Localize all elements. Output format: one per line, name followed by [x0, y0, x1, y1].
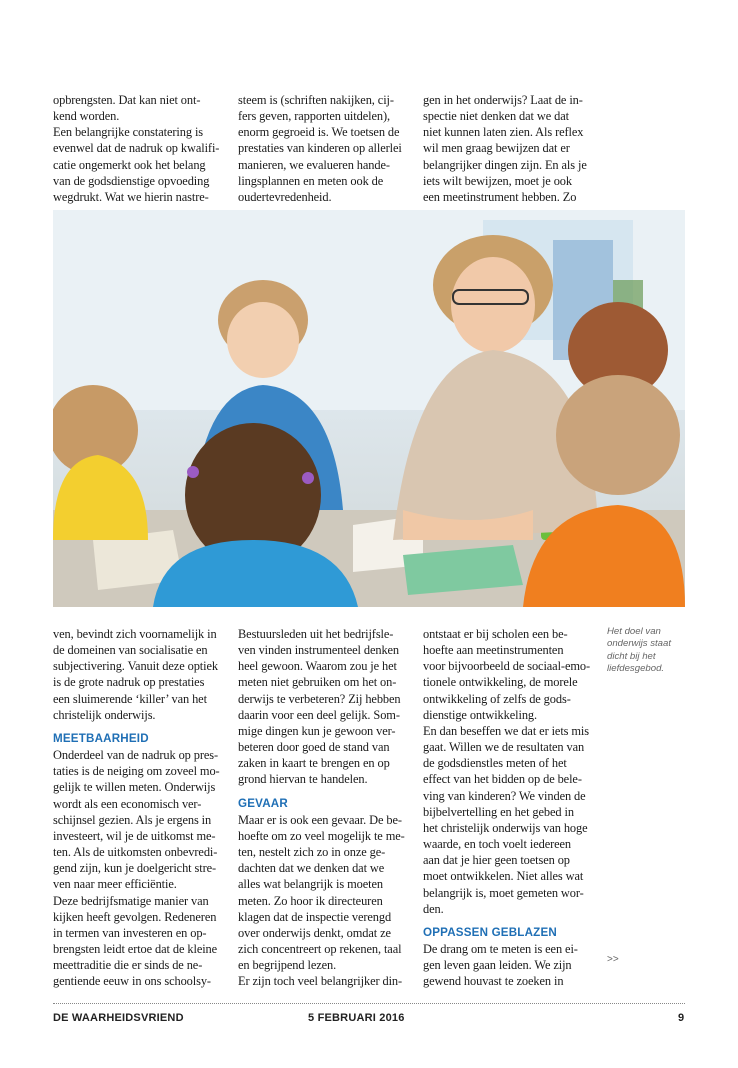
text-line: gaat. Willen we de resultaten van [423, 740, 585, 755]
sidenote-line: liefdesgebod. [607, 662, 665, 674]
footer-date: 5 FEBRUARI 2016 [308, 1012, 405, 1024]
text-line: Deze bedrijfsmatige manier van [53, 893, 209, 908]
text-line: ven naar meer efficiëntie. [53, 877, 177, 892]
text-line: Een belangrijke constatering is [53, 125, 204, 140]
text-line: schijnsel gezien. Als je ergens in [53, 812, 212, 827]
text-line: moet ontwikkelen. Niet alles wat [423, 869, 584, 884]
section-heading-meetbaarheid: MEETBAARHEID [53, 731, 149, 745]
text-line: spectie niet denken dat we dat [423, 109, 569, 124]
continue-marker: >> [607, 954, 619, 965]
text-line: brengsten leidt ertoe dat de kleine [53, 941, 218, 956]
text-line: een sluimerende ‘killer’ van het [53, 691, 207, 706]
text-line: over onderwijs denkt, omdat ze [238, 925, 391, 940]
text-line: gelijk te willen meten. Onderwijs [53, 780, 216, 795]
text-line: mige dingen kun je gewoon ver- [238, 723, 396, 738]
section-heading-oppassen-geblazen: OPPASSEN GEBLAZEN [423, 925, 557, 939]
text-line: gen leven gaan leiden. We zijn [423, 958, 572, 973]
bottom-column-2 [238, 626, 413, 989]
text-line: derwijs te verbeteren? Zij hebben [238, 691, 401, 706]
text-line: aan dat je hier geen toetsen op [423, 853, 570, 868]
text-line: taties is de neiging om zoveel mo- [53, 764, 220, 779]
sidenote-line: onderwijs staat [607, 638, 671, 650]
text-line: Onderdeel van de nadruk op pres- [53, 748, 219, 763]
text-line: waarde, en toch voelt iedereen [423, 837, 572, 852]
text-line: prestaties van kinderen op allerlei [238, 141, 402, 156]
teacher-with-children-illustration [53, 210, 685, 607]
text-line: voor bijvoorbeeld de sociaal-emo- [423, 659, 591, 674]
pull-quote-sidenote [607, 626, 697, 675]
text-line: iets wilt bewijzen, moet je ook [423, 173, 572, 188]
text-line: den. [423, 901, 444, 916]
text-line: meten niet gebruiken om het on- [238, 675, 397, 690]
text-line: Bestuursleden uit het bedrijfsle- [238, 627, 394, 641]
text-line: wordt als een economisch ver- [53, 796, 202, 811]
text-line: En dan beseffen we dat er iets mis [423, 723, 589, 738]
text-line: ontwikkeling of zelfs de gods- [423, 691, 571, 706]
text-line: van de godsdienstige opvoeding [53, 173, 210, 188]
text-line: manieren, we evalueren hande- [238, 157, 390, 172]
text-line: meettraditie die er sinds de ne- [53, 958, 203, 973]
text-line: opbrengsten. Dat kan niet ont- [53, 93, 201, 107]
text-line: zich concentreert op rekenen, taal [238, 941, 402, 956]
sidenote-line: Het doel van [607, 626, 661, 637]
bottom-column-3 [423, 626, 601, 989]
footer-publication: DE WAARHEIDSVRIEND [53, 1012, 184, 1024]
text-line: beteren door goed de stand van [238, 740, 390, 755]
text-line: wegdrukt. Wat we hierin nastre- [53, 189, 209, 204]
top-column-2 [238, 92, 408, 205]
text-line: alles wat belangrijk is moeten [238, 877, 383, 892]
text-line: ten. Als de uitkomsten onbevredi- [53, 845, 218, 860]
sidenote-line: dicht bij het [607, 650, 656, 662]
text-line: en begrijpend lezen. [238, 958, 337, 973]
text-line: bijbelvertelling en het gebed in [423, 804, 574, 819]
classroom-photo [53, 210, 685, 607]
footer-divider [53, 1003, 685, 1004]
text-line: in termen van investeren en op- [53, 925, 207, 940]
text-line: tionele ontwikkeling, de morele [423, 675, 578, 690]
text-line: gend zijn, kun je doelgericht stre- [53, 861, 217, 876]
text-line: ven, bevindt zich voornamelijk in [53, 627, 217, 641]
text-line: ten, nestelt zich zo in onze ge- [238, 845, 386, 860]
text-line: christelijk onderwijs. [53, 707, 156, 722]
text-line: de domeinen van socialisatie en [53, 643, 208, 658]
text-line: steem is (schriften nakijken, cij- [238, 93, 394, 107]
text-line: hoefte aan meetinstrumenten [423, 643, 564, 658]
text-line: evenwel dat de nadruk op kwalifi- [53, 141, 220, 156]
text-line: gentiende eeuw in ons schoolsy- [53, 974, 211, 989]
text-line: het christelijk onderwijs van hoge [423, 820, 588, 835]
bottom-column-1 [53, 626, 225, 989]
text-line: belangrijker dingen zijn. En als je [423, 157, 587, 172]
text-line: Maar er is ook een gevaar. De be- [238, 812, 402, 827]
text-line: enorm gegroeid is. We toetsen de [238, 125, 400, 140]
text-line: wil men graag bewijzen dat er [423, 141, 570, 156]
text-line: ontstaat er bij scholen een be- [423, 627, 568, 641]
text-line: gewend houvast te zoeken in [423, 974, 564, 989]
text-line: De drang om te meten is een ei- [423, 941, 578, 956]
text-line: ven vinden instrumenteel denken [238, 643, 400, 658]
text-line: belangrijk is, moet gemeten wor- [423, 885, 584, 900]
text-line: kend worden. [53, 109, 120, 124]
top-column-3 [423, 92, 598, 205]
text-line: dachten dat we denken dat we [238, 861, 385, 876]
top-column-1 [53, 92, 223, 205]
text-line: fers geven, rapporten uitdelen), [238, 109, 390, 124]
text-line: heel gewoon. Waarom zou je het [238, 659, 397, 674]
text-line: effect van het bidden op de bele- [423, 772, 582, 787]
text-line: lingsplannen en meten ook de [238, 173, 384, 188]
text-line: kijken heeft gevolgen. Redeneren [53, 909, 217, 924]
section-heading-gevaar: GEVAAR [238, 796, 288, 810]
text-line: hoefte om zo veel mogelijk te me- [238, 828, 405, 843]
text-line: dienstige ontwikkeling. [423, 707, 538, 722]
text-line: daarin voor een deel gelijk. Som- [238, 707, 400, 722]
text-line: klagen dat de inspectie verengd [238, 909, 392, 924]
footer-page-number: 9 [678, 1012, 685, 1024]
text-line: grond hiervan te handelen. [238, 772, 368, 787]
text-line: ving van kinderen? We vinden de [423, 788, 586, 803]
text-line: catie ongemerkt ook het belang [53, 157, 206, 172]
text-line: subjectivering. Vanuit deze optiek [53, 659, 218, 674]
text-line: oudertevredenheid. [238, 189, 332, 204]
text-line: Er zijn toch veel belangrijker din- [238, 974, 403, 989]
text-line: meten. Zo hoor ik directeuren [238, 893, 383, 908]
text-line: de godsdienstles meten of het [423, 756, 567, 771]
text-line: gen in het onderwijs? Laat de in- [423, 93, 583, 107]
text-line: niet kunnen laten zien. Als reflex [423, 125, 584, 140]
text-line: een meetinstrument hebben. Zo [423, 189, 577, 204]
text-line: investeert, wil je de uitkomst me- [53, 828, 216, 843]
text-line: is de grote nadruk op prestaties [53, 675, 205, 690]
text-line: zaken in kaart te brengen en op [238, 756, 390, 771]
